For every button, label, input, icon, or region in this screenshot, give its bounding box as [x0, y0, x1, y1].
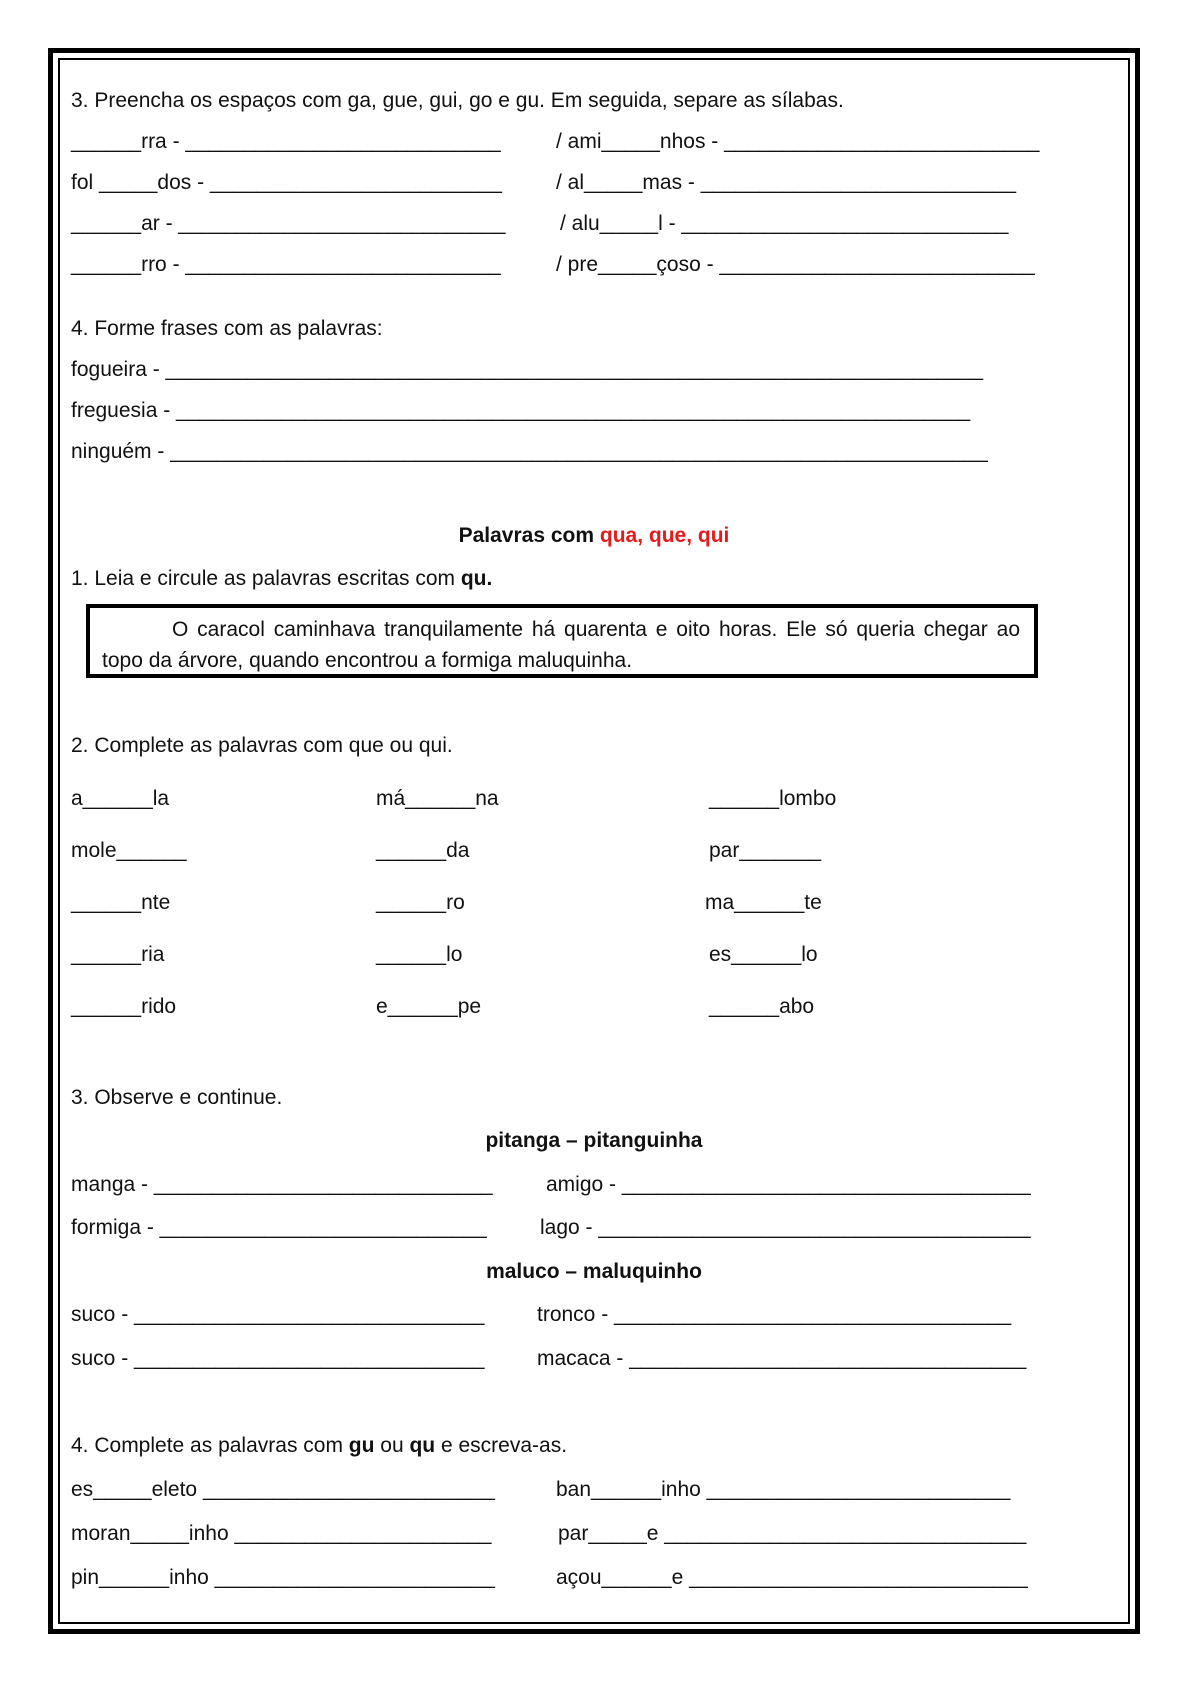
- exercise-4b-title-b: ou: [374, 1434, 410, 1457]
- word-blank[interactable]: ______rido: [71, 995, 177, 1018]
- word-blank[interactable]: ______ria: [71, 943, 165, 966]
- section-heading-highlight: qua, que, qui: [599, 524, 730, 547]
- exercise-4b-title-gu: gu: [348, 1434, 375, 1457]
- section-heading: [58, 523, 1130, 549]
- fill-row-left[interactable]: suco - ______________________________: [71, 1303, 485, 1326]
- page-border-inner: [58, 58, 1130, 1624]
- word-blank[interactable]: ma______te: [705, 891, 822, 914]
- sentence-row[interactable]: fogueira - ______________________________________________________________________: [71, 358, 984, 381]
- word-blank[interactable]: es______lo: [709, 943, 818, 966]
- fill-row-right[interactable]: / pre_____çoso - ___________________________: [556, 253, 1035, 276]
- exercise-4b-title: [71, 1433, 567, 1459]
- fill-row-right[interactable]: / ami_____nhos - ___________________________: [556, 130, 1040, 153]
- fill-row-right[interactable]: ban______inho __________________________: [556, 1478, 1011, 1501]
- section-heading-prefix: Palavras com: [458, 524, 600, 547]
- fill-row-left[interactable]: ______ar - ____________________________: [71, 212, 506, 235]
- fill-row-left[interactable]: ______rro - ___________________________: [71, 253, 501, 276]
- fill-row-right[interactable]: açou______e _____________________________: [556, 1566, 1028, 1589]
- reading-text: O caracol caminhava tranquilamente há quarenta e oito horas. Ele só queria chegar ao topo da árvore, quando encontrou a formiga maluquinha.: [102, 618, 1020, 672]
- exercise-4-title: 4. Forme frases com as palavras:: [71, 317, 383, 340]
- fill-row-left[interactable]: es_____eleto _________________________: [71, 1478, 495, 1501]
- reading-text-box: [86, 604, 1038, 678]
- fill-row-right[interactable]: tronco - __________________________________: [537, 1303, 1012, 1326]
- fill-row-right[interactable]: amigo - ___________________________________: [546, 1173, 1031, 1196]
- word-blank[interactable]: ______da: [376, 839, 470, 862]
- fill-row-right[interactable]: / al_____mas - ___________________________: [556, 171, 1017, 194]
- fill-row-left[interactable]: formiga - ____________________________: [71, 1216, 487, 1239]
- fill-row-left[interactable]: ______rra - ___________________________: [71, 130, 501, 153]
- exercise-2-title: 2. Complete as palavras com que ou qui.: [71, 734, 453, 757]
- word-blank[interactable]: ______ro: [376, 891, 465, 914]
- example-pair-2: maluco – maluquinho: [486, 1260, 702, 1283]
- fill-row-left[interactable]: manga - _____________________________: [71, 1173, 493, 1196]
- exercise-4b-title-a: 4. Complete as palavras com: [71, 1434, 349, 1457]
- exercise-3-title: 3. Preencha os espaços com ga, gue, gui, go e gu. Em seguida, separe as sílabas.: [71, 89, 844, 112]
- fill-row-right[interactable]: / alu_____l - ____________________________: [560, 212, 1009, 235]
- fill-row-left[interactable]: moran_____inho ______________________: [71, 1522, 492, 1545]
- fill-row-right[interactable]: lago - _____________________________________: [540, 1216, 1031, 1239]
- fill-row-left[interactable]: suco - ______________________________: [71, 1347, 485, 1370]
- exercise-4b-title-c: e escreva-as.: [435, 1434, 568, 1457]
- exercise-1-title: [71, 566, 492, 592]
- word-blank[interactable]: mole______: [71, 839, 187, 862]
- word-blank[interactable]: ______lo: [376, 943, 463, 966]
- sentence-row[interactable]: ninguém - ______________________________________________________________________: [71, 440, 988, 463]
- fill-row-left[interactable]: pin______inho ________________________: [71, 1566, 495, 1589]
- word-blank[interactable]: ______abo: [709, 995, 815, 1018]
- word-blank[interactable]: má______na: [376, 787, 499, 810]
- word-blank[interactable]: a______la: [71, 787, 170, 810]
- exercise-1-title-bold: qu.: [460, 567, 493, 590]
- example-pair-1: pitanga – pitanguinha: [485, 1129, 703, 1152]
- word-blank[interactable]: par_______: [709, 839, 822, 862]
- fill-row-right[interactable]: macaca - __________________________________: [537, 1347, 1027, 1370]
- sentence-row[interactable]: freguesia - ____________________________________________________________________: [71, 399, 971, 422]
- fill-row-left[interactable]: fol _____dos - _________________________: [71, 171, 502, 194]
- word-blank[interactable]: ______lombo: [709, 787, 837, 810]
- word-blank[interactable]: e______pe: [376, 995, 482, 1018]
- word-blank[interactable]: ______nte: [71, 891, 171, 914]
- exercise-3b-title: 3. Observe e continue.: [71, 1086, 283, 1109]
- exercise-4b-title-qu: qu: [409, 1434, 436, 1457]
- fill-row-right[interactable]: par_____e _______________________________: [558, 1522, 1027, 1545]
- exercise-1-title-text: 1. Leia e circule as palavras escritas com: [71, 567, 461, 590]
